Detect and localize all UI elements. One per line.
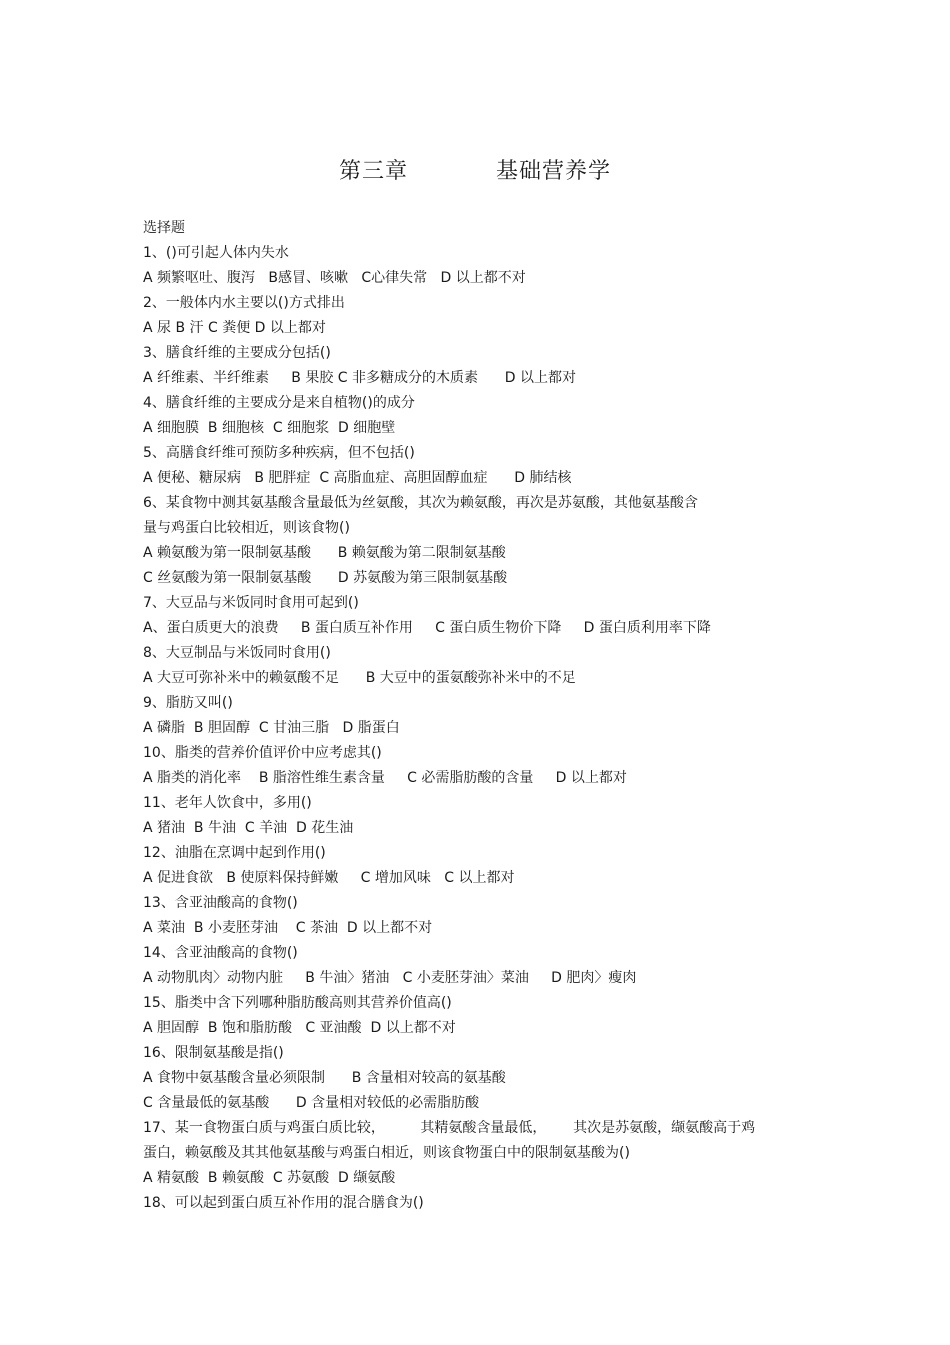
question-text: 16、限制氨基酸是指() [143, 1045, 284, 1061]
answer-options: A 胆固醇 B 饱和脂肪酸 C 亚油酸 D 以上都不对 [143, 1020, 456, 1036]
answer-options: C 丝氨酸为第一限制氨基酸 D 苏氨酸为第三限制氨基酸 [143, 570, 508, 586]
question-text: 17、某一食物蛋白质与鸡蛋白质比较， 其精氨酸含量最低， 其次是苏氨酸，缬氨酸高于鸡 [143, 1120, 756, 1136]
section-heading: 选择题 [143, 220, 185, 236]
answer-options: A 脂类的消化率 B 脂溶性维生素含量 C 必需脂肪酸的含量 D 以上都对 [143, 770, 627, 786]
chapter-title [0, 154, 950, 185]
chapter-name: 基础营养学 [496, 159, 612, 184]
answer-options: C 含量最低的氨基酸 D 含量相对较低的必需脂肪酸 [143, 1095, 480, 1111]
question-list [143, 216, 803, 1216]
answer-options: A 磷脂 B 胆固醇 C 甘油三脂 D 脂蛋白 [143, 720, 400, 736]
answer-options: A 细胞膜 B 细胞核 C 细胞浆 D 细胞壁 [143, 420, 396, 436]
question-text: 12、油脂在烹调中起到作用() [143, 845, 326, 861]
question-text: 7、大豆品与米饭同时食用可起到() [143, 595, 359, 611]
question-text: 1、()可引起人体内失水 [143, 245, 289, 261]
question-text: 15、脂类中含下列哪种脂肪酸高则其营养价值高() [143, 995, 452, 1011]
question-text: 14、含亚油酸高的食物() [143, 945, 298, 961]
question-text: 18、可以起到蛋白质互补作用的混合膳食为() [143, 1195, 424, 1211]
answer-options: A 促进食欲 B 使原料保持鲜嫩 C 增加风味 C 以上都对 [143, 870, 515, 886]
question-text: 11、老年人饮食中，多用() [143, 795, 312, 811]
answer-options: A 猪油 B 牛油 C 羊油 D 花生油 [143, 820, 354, 836]
question-text: 10、脂类的营养价值评价中应考虑其() [143, 745, 382, 761]
answer-options: A 食物中氨基酸含量必须限制 B 含量相对较高的氨基酸 [143, 1070, 506, 1086]
answer-options: A 便秘、糖尿病 B 肥胖症 C 高脂血症、高胆固醇血症 D 肺结核 [143, 470, 572, 486]
answer-options: A 菜油 B 小麦胚芽油 C 茶油 D 以上都不对 [143, 920, 433, 936]
question-text: 2、一般体内水主要以()方式排出 [143, 295, 345, 311]
answer-options: A 纤维素、半纤维素 B 果胶 C 非多糖成分的木质素 D 以上都对 [143, 370, 576, 386]
question-text-continued: 蛋白，赖氨酸及其其他氨基酸与鸡蛋白相近，则该食物蛋白中的限制氨基酸为() [143, 1145, 630, 1161]
answer-options: A、蛋白质更大的浪费 B 蛋白质互补作用 C 蛋白质生物价下降 D 蛋白质利用率下降 [143, 620, 711, 636]
answer-options: A 动物肌肉〉动物内脏 B 牛油〉猪油 C 小麦胚芽油〉菜油 D 肥肉〉瘦肉 [143, 970, 637, 986]
question-text: 3、膳食纤维的主要成分包括() [143, 345, 331, 361]
answer-options: A 精氨酸 B 赖氨酸 C 苏氨酸 D 缬氨酸 [143, 1170, 396, 1186]
answer-options: A 大豆可弥补米中的赖氨酸不足 B 大豆中的蛋氨酸弥补米中的不足 [143, 670, 576, 686]
answer-options: A 尿 B 汗 C 粪便 D 以上都对 [143, 320, 326, 336]
question-text: 8、大豆制品与米饭同时食用() [143, 645, 331, 661]
question-text: 6、某食物中测其氨基酸含量最低为丝氨酸，其次为赖氨酸，再次是苏氨酸，其他氨基酸含 [143, 495, 698, 511]
answer-options: A 赖氨酸为第一限制氨基酸 B 赖氨酸为第二限制氨基酸 [143, 545, 506, 561]
question-text: 9、脂肪又叫() [143, 695, 233, 711]
question-text: 5、高膳食纤维可预防多种疾病，但不包括() [143, 445, 415, 461]
question-text: 13、含亚油酸高的食物() [143, 895, 298, 911]
question-text-continued: 量与鸡蛋白比较相近，则该食物() [143, 520, 350, 536]
chapter-number: 第三章 [338, 159, 408, 184]
question-text: 4、膳食纤维的主要成分是来自植物()的成分 [143, 395, 415, 411]
answer-options: A 频繁呕吐、腹泻 B感冒、咳嗽 C心律失常 D 以上都不对 [143, 270, 526, 286]
